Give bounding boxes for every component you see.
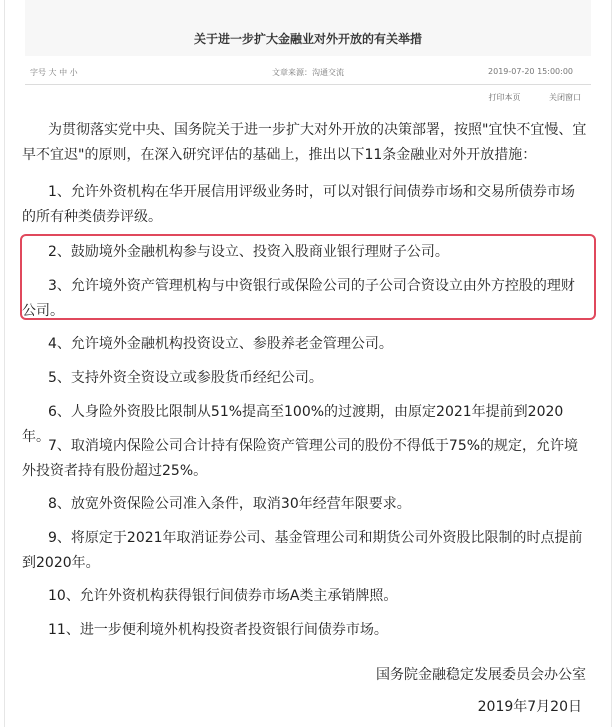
list-item <box>22 584 588 609</box>
list-item-text: 10、允许外资机构获得银行间债券市场A类主承销牌照。 <box>48 588 398 604</box>
font-size-selector[interactable]: 字号 大 中 小 <box>30 68 78 77</box>
issuer-signature: 国务院金融稳定发展委员会办公室 <box>376 667 586 683</box>
list-item <box>22 526 588 576</box>
meta-divider <box>25 84 591 85</box>
list-item-text: 4、允许境外金融机构投资设立、参股养老金管理公司。 <box>48 336 393 352</box>
list-item-text: 5、支持外资全资设立或参股货币经纪公司。 <box>48 370 323 386</box>
list-item <box>22 434 588 484</box>
list-item <box>22 332 588 357</box>
list-item <box>22 274 588 324</box>
list-item-text: 3、允许境外资产管理机构与中资银行或保险公司的子公司合资设立由外方控股的理财公司。 <box>22 278 575 319</box>
document-title: 关于进一步扩大金融业对外开放的有关举措 <box>193 32 422 46</box>
close-window-link[interactable]: 关闭窗口 <box>549 93 581 102</box>
toolbar <box>462 92 581 103</box>
intro-text: 为贯彻落实党中央、国务院关于进一步扩大对外开放的决策部署，按照"宜快不宜慢、宜早不宜迟"的原则，在深入研究评估的基础上，推出以下11条金融业对外开放措施： <box>22 122 587 163</box>
list-item-text: 6、人身险外资股比限制从51%提高至100%的过渡期，由原定2021年提前到2020年。 <box>22 404 564 445</box>
publish-date: 2019-07-20 15:00:00 <box>488 67 573 76</box>
list-item-text: 2、鼓励境外金融机构参与设立、投资入股商业银行理财子公司。 <box>48 244 449 260</box>
article-source: 文章来源：沟通交流 <box>272 68 344 77</box>
print-page-link[interactable]: 打印本页 <box>488 93 521 102</box>
list-item-text: 11、进一步便利境外机构投资者投资银行间债券市场。 <box>48 622 388 638</box>
list-item <box>22 618 588 643</box>
list-item <box>22 366 588 391</box>
list-item-text: 9、将原定于2021年取消证券公司、基金管理公司和期货公司外资股比限制的时点提前到2020年。 <box>22 530 583 571</box>
list-item-text: 8、放宽外资保险公司准入条件，取消30年经营年限要求。 <box>48 496 411 512</box>
intro-paragraph <box>22 118 588 168</box>
list-item <box>22 240 588 265</box>
list-item <box>22 180 588 230</box>
title-bar <box>25 0 591 56</box>
list-item <box>22 492 588 517</box>
meta-row <box>25 67 591 81</box>
signature-date: 2019年7月20日 <box>477 699 582 715</box>
list-item-text: 7、取消境内保险公司合计持有保险资产管理公司的股份不得低于75%的规定，允许境外投资者持有股份超过25%。 <box>22 438 579 479</box>
list-item-text: 1、允许外资机构在华开展信用评级业务时，可以对银行间债券市场和交易所债券市场的所有种类债券评级。 <box>22 184 575 225</box>
